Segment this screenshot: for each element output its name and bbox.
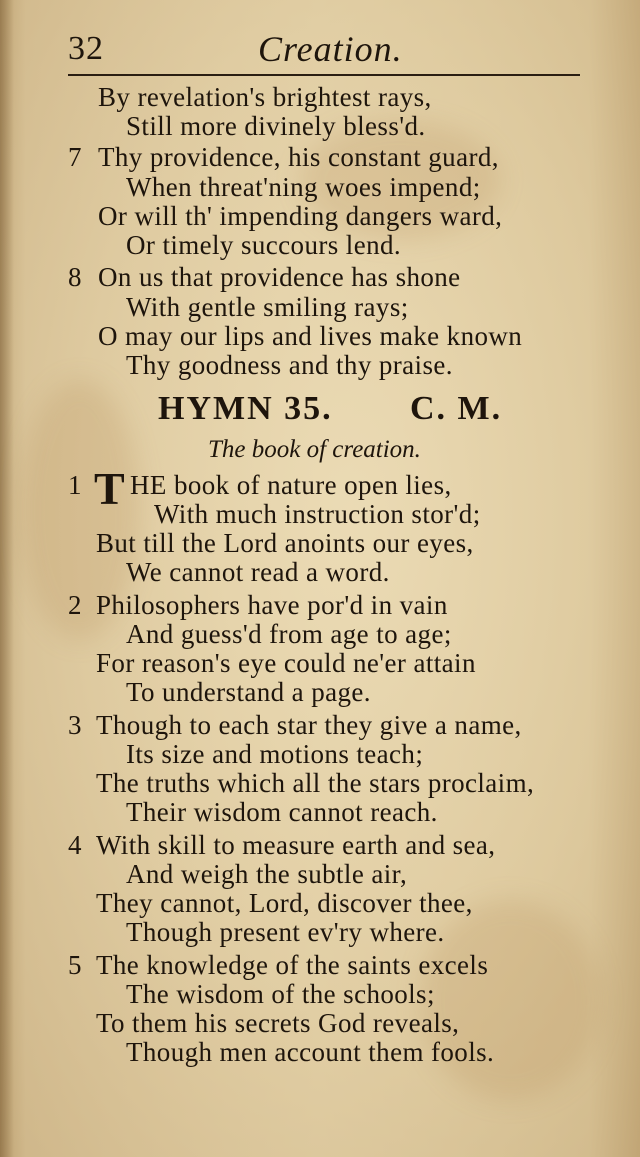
paper-stain [420,900,600,1100]
verse-line: Or will th' impending dangers ward, [98,201,503,231]
verse-line: To understand a page. [126,677,371,707]
verse-line: With much instruction stor'd; [154,499,481,529]
verse-number: 4 [68,830,82,860]
verse-line: Though men account them fools. [126,1037,495,1067]
verse-line: But till the Lord anoints our eyes, [96,528,474,558]
hymn-subtitle: The book of creation. [208,436,421,463]
hymn-meter: C. M. [410,390,503,427]
verse-number: 5 [68,950,82,980]
verse-line: Thy goodness and thy praise. [126,350,453,380]
verse-number: 7 [68,142,82,172]
verse-number: 8 [68,262,82,292]
verse-number: 2 [68,590,82,620]
verse-number: 3 [68,710,82,740]
verse-line: When threat'ning woes impend; [126,172,481,202]
verse-line: For reason's eye could ne'er attain [96,648,476,678]
verse-line: We cannot read a word. [126,557,390,587]
verse-line: Or timely succours lend. [126,230,402,260]
verse-line: They cannot, Lord, discover thee, [96,888,473,918]
verse-line: The truths which all the stars proclaim, [96,768,535,798]
verse-line: To them his secrets God reveals, [96,1008,460,1038]
verse-line: By revelation's brightest rays, [98,82,432,112]
verse-line: Though to each star they give a name, [96,710,522,740]
verse-number: 1 [68,470,82,500]
verse-line: Their wisdom cannot reach. [126,797,438,827]
verse-line: With skill to measure earth and sea, [96,830,496,860]
verse-line: The knowledge of the saints excels [96,950,489,980]
page-number: 32 [68,30,104,67]
verse-line: HE book of nature open lies, [130,470,452,500]
verse-line: Thy providence, his constant guard, [98,142,499,172]
verse-line: Still more divinely bless'd. [126,111,426,141]
header-rule [68,74,580,76]
verse-line: Philosophers have por'd in vain [96,590,448,620]
page-header [68,28,580,78]
verse-line: O may our lips and lives make known [98,321,523,351]
verse-line: With gentle smiling rays; [126,292,409,322]
verse-line: And guess'd from age to age; [126,619,452,649]
verse-line: On us that providence has shone [98,262,461,292]
verse-line: Though present ev'ry where. [126,917,445,947]
drop-cap: T [94,463,125,514]
verse-line: And weigh the subtle air, [126,859,408,889]
page-edge-shadow [0,0,14,1157]
verse-line: Its size and motions teach; [126,739,424,769]
running-title: Creation. [258,29,403,69]
verse-line: The wisdom of the schools; [126,979,435,1009]
hymn-number: HYMN 35. [158,390,333,427]
